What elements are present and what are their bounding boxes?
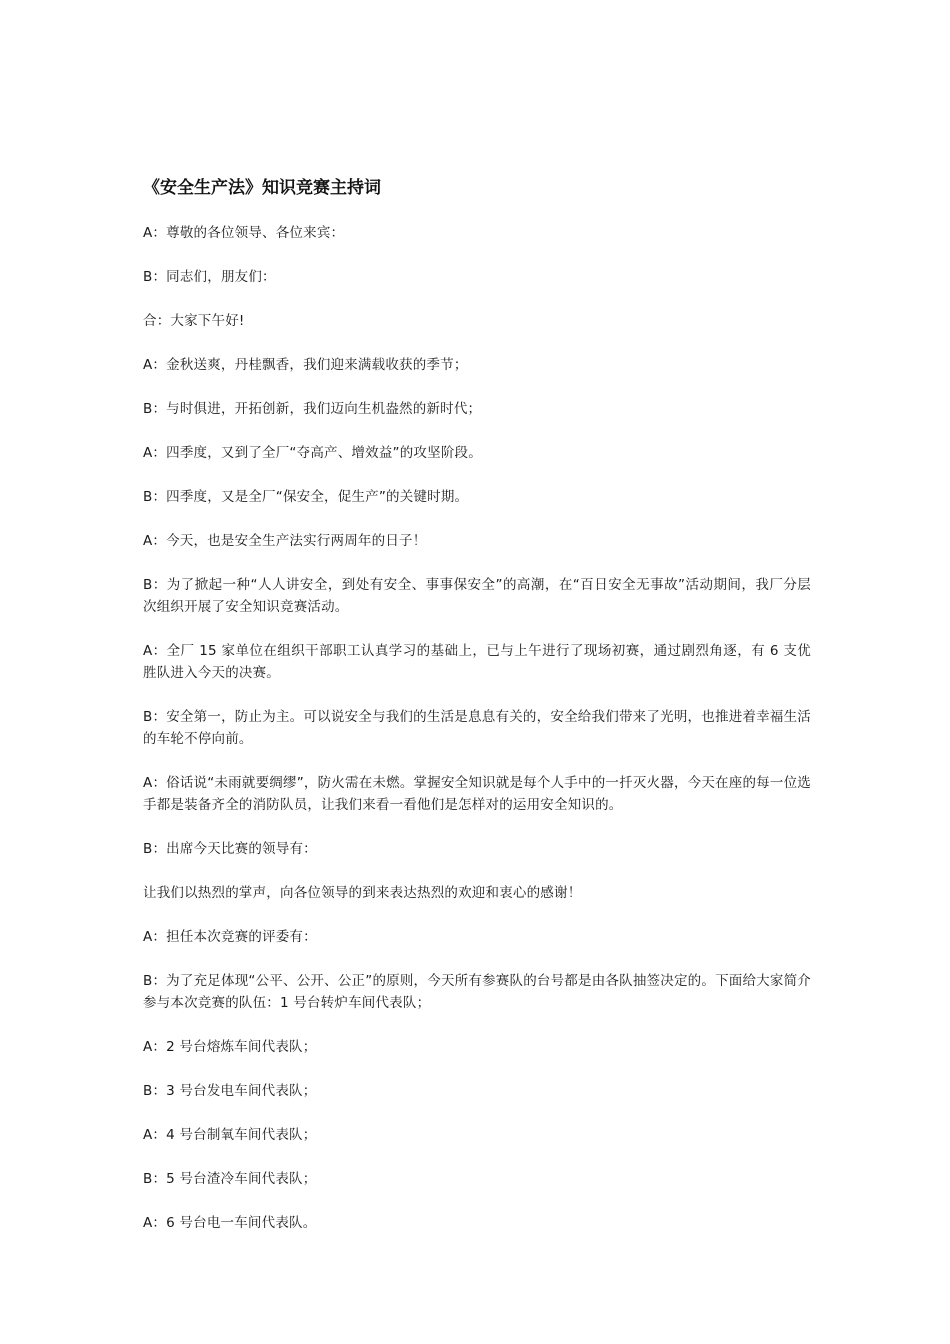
paragraph: B：5 号台渣冷车间代表队； — [143, 1171, 317, 1187]
paragraph: 合：大家下午好! — [143, 313, 245, 329]
paragraph: A：今天，也是安全生产法实行两周年的日子！ — [143, 533, 427, 549]
paragraph: A：金秋送爽，丹桂飘香，我们迎来满载收获的季节； — [143, 357, 468, 373]
paragraph: B：与时俱进，开拓创新，我们迈向生机盎然的新时代； — [143, 401, 482, 417]
paragraph: A：6 号台电一车间代表队。 — [143, 1215, 317, 1231]
paragraph: B：3 号台发电车间代表队； — [143, 1083, 317, 1099]
paragraph: B：为了掀起一种“人人讲安全，到处有安全、事事保安全”的高潮，在“百日安全无事故”活动期间，我厂分层次组织开展了安全知识竞赛活动。 — [143, 577, 811, 615]
paragraph: A：担任本次竞赛的评委有： — [143, 929, 317, 945]
paragraph: B：出席今天比赛的领导有： — [143, 841, 317, 857]
paragraph: A：4 号台制氧车间代表队； — [143, 1127, 317, 1143]
paragraph: A：全厂 15 家单位在组织干部职工认真学习的基础上，已与上午进行了现场初赛，通过剧烈角逐，有 6 支优胜队进入今天的决赛。 — [143, 643, 811, 681]
document-page — [143, 176, 811, 1256]
paragraph: A：俗话说“未雨就要绸缪”，防火需在未燃。掌握安全知识就是每个人手中的一扦灭火器，今天在座的每一位选手都是装备齐全的消防队员，让我们来看一看他们是怎样对的运用安全知识的。 — [143, 775, 811, 813]
paragraph: A：尊敬的各位领导、各位来宾： — [143, 225, 345, 241]
paragraph: A：2 号台熔炼车间代表队； — [143, 1039, 317, 1055]
document-title: 《安全生产法》知识竞赛主持词 — [143, 178, 381, 198]
paragraph: B：同志们，朋友们： — [143, 269, 276, 285]
paragraph: B：安全第一，防止为主。可以说安全与我们的生活是息息有关的，安全给我们带来了光明，也推进着幸福生活的车轮不停向前。 — [143, 709, 811, 747]
paragraph: B：为了充足体现“公平、公开、公正”的原则，今天所有参赛队的台号都是由各队抽签决定的。下面给大家简介参与本次竞赛的队伍：1 号台转炉车间代表队； — [143, 973, 811, 1011]
paragraph: 让我们以热烈的掌声，向各位领导的到来表达热烈的欢迎和衷心的感谢！ — [143, 885, 582, 901]
paragraph-list — [143, 222, 811, 1234]
paragraph: A：四季度，又到了全厂“夺高产、增效益”的攻坚阶段。 — [143, 445, 482, 461]
paragraph: B：四季度，又是全厂“保安全，促生产”的关键时期。 — [143, 489, 469, 505]
